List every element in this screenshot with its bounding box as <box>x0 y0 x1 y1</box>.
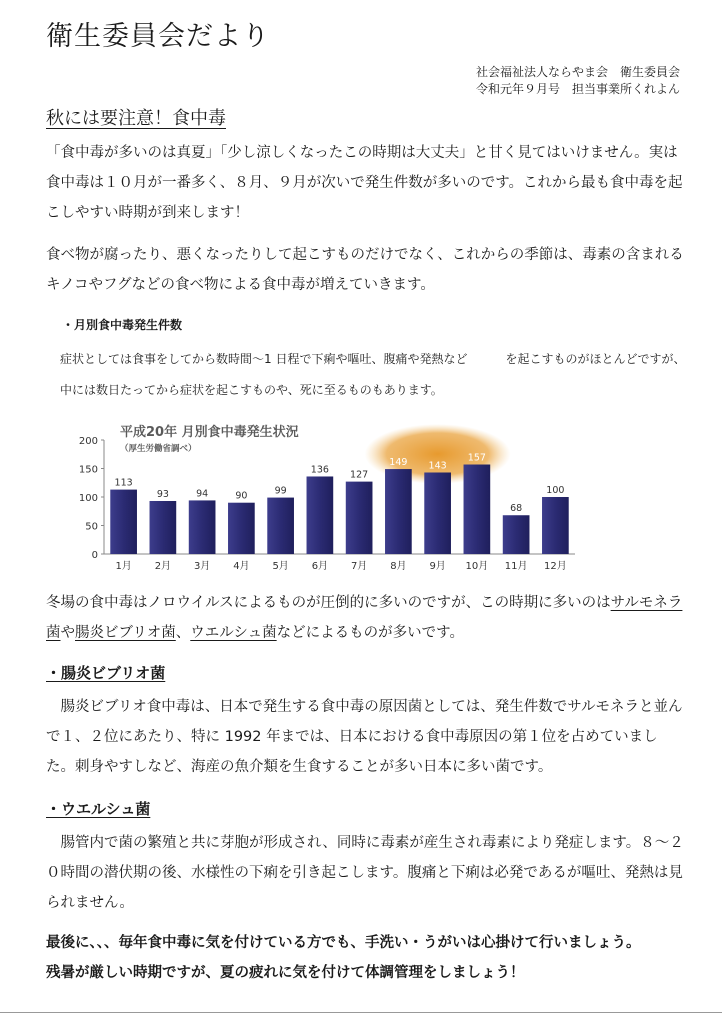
organization-info <box>476 64 680 98</box>
data-label: 149 <box>389 457 408 469</box>
organization-name: 社会福祉法人ならやま会 衛生委員会 <box>475 65 680 79</box>
bar-1月 <box>110 490 137 554</box>
bacteria-paragraph <box>46 588 686 648</box>
welch-paragraph: 腸管内で菌の繁殖と共に芽胞が形成され、同時に毒素が産生され毒素により発症します。８〜２０時間の潜伏期の後、水様性の下痢を引き起こします。腹痛と下痢は必発であるが嘔吐、発熱は見られません。 <box>46 835 684 911</box>
bar-8月 <box>385 469 412 554</box>
chart-bars <box>110 465 568 554</box>
data-label: 93 <box>156 488 169 500</box>
y-tick-label: 0 <box>91 550 98 561</box>
y-tick-labels <box>79 436 104 561</box>
monthly-food-poisoning-chart <box>70 414 590 584</box>
joiner-1: や <box>60 625 75 641</box>
x-tick-label: 9月 <box>429 561 446 572</box>
symptom-paragraph <box>60 344 690 406</box>
bar-5月 <box>267 498 294 554</box>
bar-12月 <box>542 497 569 554</box>
data-label: 113 <box>114 477 133 489</box>
data-label: 99 <box>274 485 287 497</box>
welch-term: ウエルシュ菌 <box>190 625 277 641</box>
bar-4月 <box>228 503 255 554</box>
data-label: 68 <box>510 503 523 515</box>
bar-11月 <box>503 515 530 554</box>
intro-paragraph: 「食中毒が多いのは真夏」「少し涼しくなったこの時期は大丈夫」と甘く見てはいけません。実は食中毒は１０月が一番多く、８月、９月が次いで発生件数が多いのです。これから最も食中毒を起こしやすい時期が到来します！ <box>46 145 683 221</box>
closing-line-2: 残暑が厳しい時期ですが、夏の疲れに気を付けて体調管理をしましょう！ <box>46 965 525 981</box>
salmonella-term: サルモネラ菌 <box>46 595 683 641</box>
vibrio-heading: ・腸炎ビブリオ菌 <box>46 664 166 682</box>
seasonal-paragraph: 食べ物が腐ったり、悪くなったりして起こすものだけでなく、これからの季節は、毒素の含まれるキノコやフグなどの食べ物による食中毒が増えていきます。 <box>46 247 684 293</box>
data-label: 90 <box>235 490 248 502</box>
bacteria-text-b: などによるものが多いです。 <box>276 625 464 641</box>
data-label: 100 <box>546 485 565 496</box>
bar-3月 <box>189 500 216 554</box>
y-tick-label: 150 <box>78 464 98 476</box>
y-tick-label: 200 <box>78 436 98 447</box>
chart-subtitle: （厚生労働省調べ） <box>120 444 197 454</box>
x-tick-label: 5月 <box>272 561 289 572</box>
vibrio-paragraph: 腸炎ビブリオ食中毒は、日本で発生する食中毒の原因菌としては、発生件数でサルモネラと並んで１、２位にあたり、特に 1992 年までは、日本における食中毒原因の第１位を占めていました。刺身やすしなど、海産の魚介類を生食することが多い日本に多い菌です。 <box>46 699 683 775</box>
x-tick-label: 1月 <box>115 561 132 572</box>
section-title: 秋には要注意！食中毒 <box>46 108 226 129</box>
x-tick-label: 3月 <box>193 561 211 572</box>
x-tick-label: 12月 <box>544 561 567 572</box>
bar-7月 <box>346 482 373 554</box>
chart-title: 平成20年 月別食中毒発生状況 <box>120 425 299 440</box>
welch-heading: ・ウエルシュ菌 <box>46 800 151 818</box>
y-tick-label: 50 <box>85 521 98 533</box>
bar-9月 <box>424 472 451 554</box>
closing-paragraph <box>46 928 686 988</box>
closing-line-1: 最後に、、、毎年食中毒に気を付けている方でも、手洗い・うがいは心掛けて行いましょう。 <box>46 935 641 951</box>
vibrio-term: 腸炎ビブリオ菌 <box>75 625 176 641</box>
data-label: 157 <box>467 452 486 464</box>
issue-info: 令和元年９月号 担当事業所くれよん <box>475 82 680 96</box>
data-label: 136 <box>310 464 329 476</box>
x-tick-label: 6月 <box>311 561 329 572</box>
x-tick-label: 10月 <box>465 561 489 572</box>
data-label: 143 <box>428 460 447 472</box>
symptom-text-a: 症状としては食事をしてから数時間〜1 日程で下痢や嘔吐、腹痛や発熱など <box>60 352 468 366</box>
x-tick-label: 7月 <box>350 561 368 572</box>
chart-svg <box>70 414 590 584</box>
symptom-text-b: を起こすものがほとんどですが、中には数日たってから症状を起こすものや、死に至るものもあります。 <box>60 352 686 397</box>
x-tick-label: 2月 <box>154 561 172 572</box>
joiner-2: 、 <box>175 625 191 641</box>
x-tick-label: 11月 <box>504 561 528 572</box>
bar-10月 <box>464 465 491 554</box>
data-label: 94 <box>196 488 209 500</box>
bar-2月 <box>150 501 177 554</box>
data-label: 127 <box>350 469 369 481</box>
bottom-divider <box>0 1012 722 1013</box>
x-tick-labels <box>115 560 566 572</box>
page-title: 衛生委員会だより <box>46 21 270 52</box>
x-tick-label: 8月 <box>390 561 407 572</box>
chart-caption: ・月別食中毒発生件数 <box>62 318 183 332</box>
bar-6月 <box>307 476 334 554</box>
x-tick-label: 4月 <box>233 561 250 572</box>
y-tick-label: 100 <box>78 493 98 504</box>
bacteria-text-a: 冬場の食中毒はノロウイルスによるものが圧倒的に多いのですが、この時期に多いのは <box>46 595 611 611</box>
